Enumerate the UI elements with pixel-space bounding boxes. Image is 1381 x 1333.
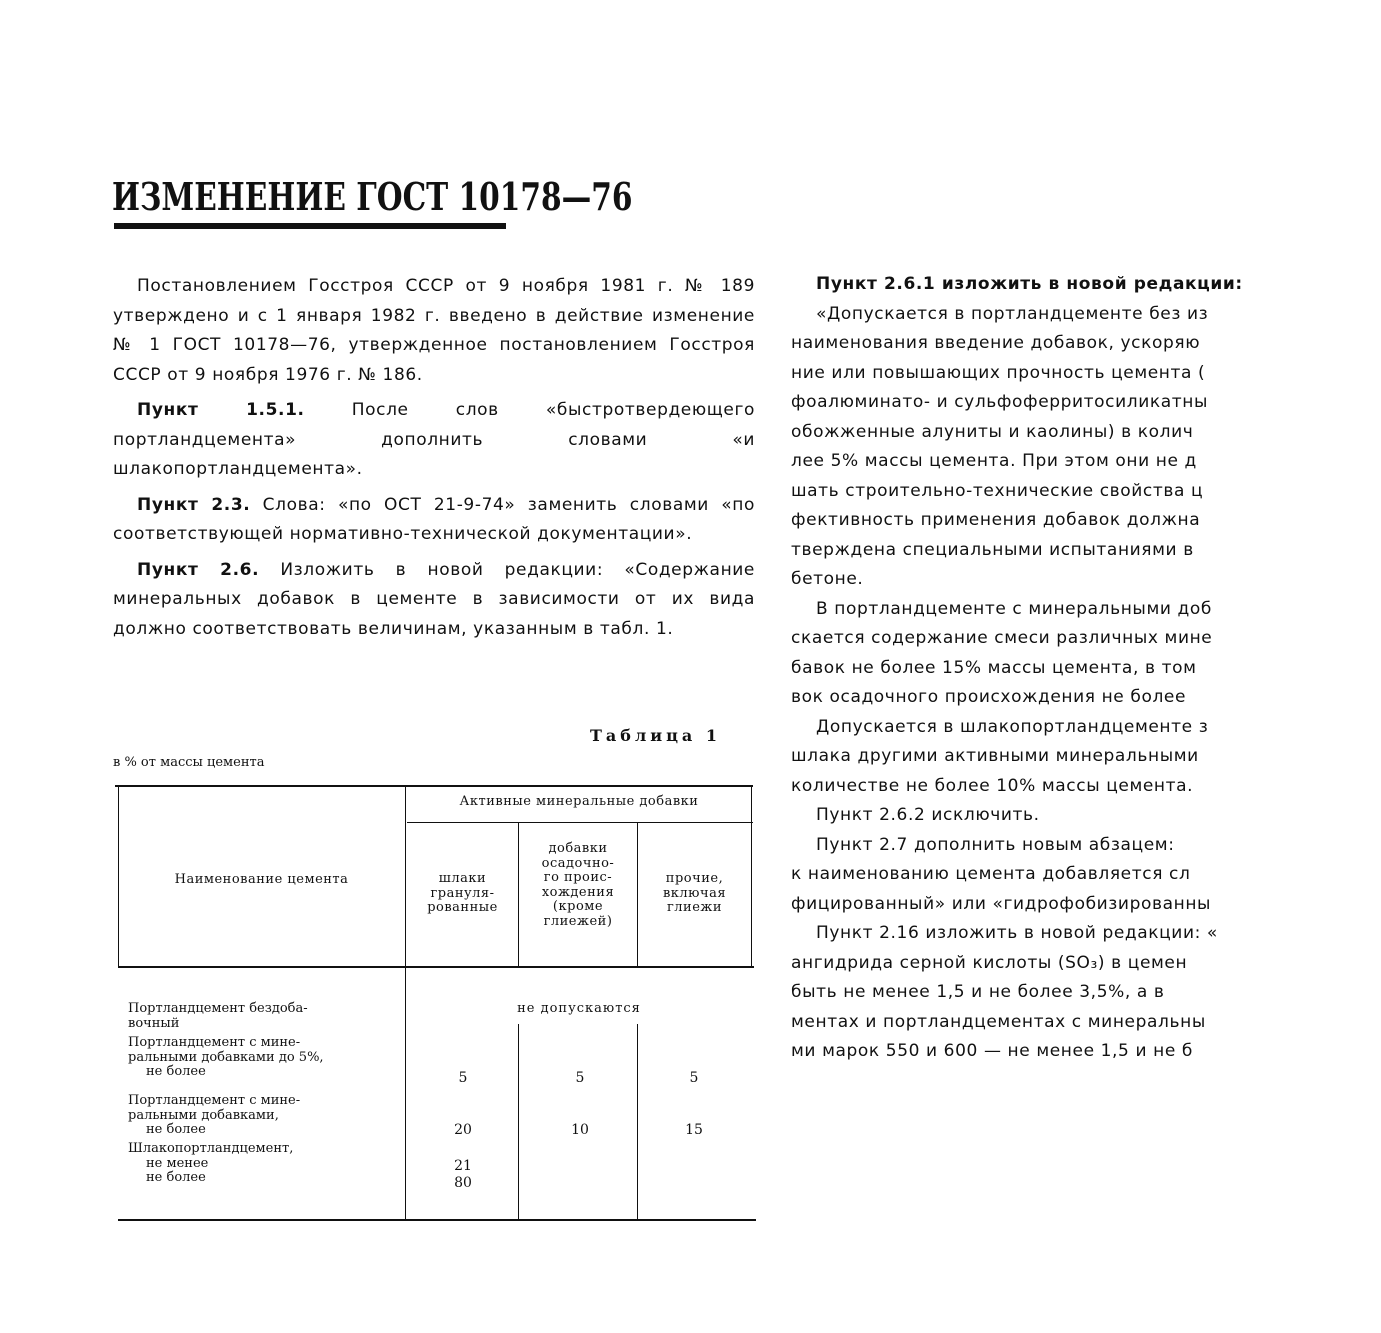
paragraph-2-6 — [113, 556, 755, 645]
text-line: фоалюминато- и сульфоферритосиликатны — [791, 392, 1209, 412]
row-name-line: вочный — [128, 1015, 180, 1031]
text-line: бетоне. — [791, 569, 864, 589]
intro-paragraph: Постановлением Госстроя СССР от 9 ноября 1981 г. № 189 утверждено и с 1 января 1982 г. введено в действие изменение № 1 ГОСТ 10178—76, утвержденное постановлением Госстроя СССР от 9 ноября 1976 г. № 186. — [113, 276, 755, 385]
header-line: рованные — [427, 900, 498, 915]
header-cement-name: Наименование цемента — [174, 872, 349, 887]
row-name-line: не более — [146, 1170, 206, 1185]
table-top-rule — [115, 785, 753, 787]
header-line: осадочно- — [541, 855, 615, 871]
text-line: Пункт 2.6.2 исключить. — [816, 805, 1040, 825]
table-col-divider — [518, 1024, 519, 1220]
paragraph-1-5-1 — [113, 396, 755, 485]
header-line: го проис- — [543, 870, 613, 885]
header-line: прочие, — [665, 871, 724, 886]
text-line: бавок не более 15% массы цемента, в том — [791, 657, 1197, 678]
table-row — [128, 1142, 400, 1186]
table-left-border — [118, 786, 119, 967]
row-name-line: Портландцемент бездоба- — [128, 1001, 308, 1016]
header-line: (кроме — [552, 899, 604, 914]
cell-value: 80 — [454, 1175, 472, 1191]
table-unit: в % от массы цемента — [113, 755, 265, 770]
not-allowed-cell: не допускаются — [517, 1001, 641, 1016]
paragraph-text: После слов «быстротвердеющего портландцемента» дополнить словами «и шлакопортландцемента». — [113, 400, 755, 479]
cell-value: 5 — [689, 1070, 699, 1086]
header-line: добавки — [548, 841, 608, 856]
table-right-border — [751, 786, 752, 967]
table-col-divider — [637, 1024, 638, 1220]
row-name-line: Портландцемент с мине- — [128, 1035, 301, 1050]
text-line: Пункт 2.6.1 изложить в новой редакции: — [816, 274, 1243, 294]
paragraph-label: Пункт 2.3. — [137, 494, 251, 515]
text-line: Пункт 2.7 дополнить новым абзацем: — [816, 834, 1175, 855]
cell-value: 21 — [454, 1158, 472, 1174]
header-line: включая — [662, 885, 727, 901]
cell-value: 10 — [571, 1122, 589, 1138]
row-name-line: ральными добавками до 5%, — [128, 1049, 324, 1065]
text-line: В портландцементе с минеральными доб — [816, 598, 1212, 619]
table-caption: Таблица 1 — [590, 726, 721, 745]
paragraph-text: Изложить в новой редакции: «Содержание минеральных добавок в цементе в зависимости от их вида должно соответствовать величинам, указанным в табл. 1. — [113, 559, 755, 639]
text-line: быть не менее 1,5 и не более 3,5%, а в — [791, 982, 1165, 1002]
header-slag — [407, 872, 518, 916]
text-line: ми марок 550 и 600 — не менее 1,5 и не б — [791, 1041, 1193, 1061]
row-name-line: Шлакопортландцемент, — [128, 1141, 294, 1156]
text-line: ние или повышающих прочность цемента ( — [791, 362, 1206, 383]
text-line: Пункт 2.16 изложить в новой редакции: « — [816, 923, 1218, 943]
text-line: шлака другими активными минеральными — [791, 746, 1199, 766]
header-line: глиежи — [666, 900, 723, 915]
header-line: глиежей) — [543, 913, 613, 929]
text-line: фицированный» или «гидрофобизированны — [791, 893, 1212, 914]
table-bottom-rule — [118, 1219, 756, 1221]
cell-value: 15 — [685, 1122, 703, 1138]
header-other — [638, 872, 751, 916]
table-header-rule — [118, 966, 754, 968]
paragraph-label: Пункт 2.6. — [137, 559, 260, 580]
text-line: ментах и портландцементах с минеральны — [791, 1011, 1206, 1032]
text-line: к наименованию цемента добавляется сл — [791, 864, 1191, 884]
table-col-divider — [405, 786, 406, 1220]
text-line: скается содержание смеси различных мине — [791, 628, 1213, 648]
header-line: шлаки — [438, 871, 487, 886]
paragraph-label: Пункт 1.5.1. — [137, 400, 305, 420]
text-line: количестве не более 10% массы цемента. — [791, 775, 1194, 796]
text-line: фективность применения добавок должна — [791, 510, 1201, 530]
header-sedimentary — [519, 842, 637, 929]
table-row — [128, 1036, 400, 1080]
row-name-line: не более — [146, 1122, 206, 1137]
cell-value: 5 — [458, 1070, 468, 1086]
text-line: лее 5% массы цемента. При этом они не д — [791, 451, 1197, 471]
table-row — [128, 1094, 400, 1138]
text-line: обожженные алуниты и каолины) в колич — [791, 421, 1194, 442]
row-name-line: ральными добавками, — [128, 1107, 279, 1123]
row-name-line: не менее — [146, 1155, 209, 1171]
table-group-rule — [407, 822, 753, 823]
paragraph-2-3 — [113, 491, 755, 550]
row-name-line: не более — [146, 1064, 206, 1079]
left-column — [113, 272, 755, 650]
table-row — [128, 1002, 400, 1031]
text-line: шать строительно-технические свойства ц — [791, 480, 1204, 501]
text-line: Допускается в шлакопортландцементе з — [816, 716, 1209, 737]
row-name-line: Портландцемент с мине- — [128, 1093, 301, 1108]
text-line: вок осадочного происхождения не более — [791, 687, 1187, 707]
header-line: хождения — [541, 884, 615, 900]
text-line: ангидрида серной кислоты (SO₃) в цемен — [791, 952, 1188, 973]
cell-value: 20 — [454, 1122, 472, 1138]
text-line: наименования введение добавок, ускоряю — [791, 333, 1201, 353]
right-column — [791, 270, 1287, 1067]
header-active-additives: Активные минеральные добавки — [459, 794, 699, 809]
text-line: тверждена специальными испытаниями в — [791, 539, 1194, 560]
title-underline — [114, 223, 506, 229]
cell-value: 5 — [575, 1070, 585, 1086]
header-line: грануля- — [430, 885, 495, 901]
text-line: «Допускается в портландцементе без из — [816, 303, 1209, 324]
paragraph-text: Слова: «по ОСТ 21-9-74» заменить словами «по соответствующей нормативно-технической документации». — [113, 494, 756, 544]
document-title: ИЗМЕНЕНИЕ ГОСТ 10178—76 — [112, 174, 633, 219]
